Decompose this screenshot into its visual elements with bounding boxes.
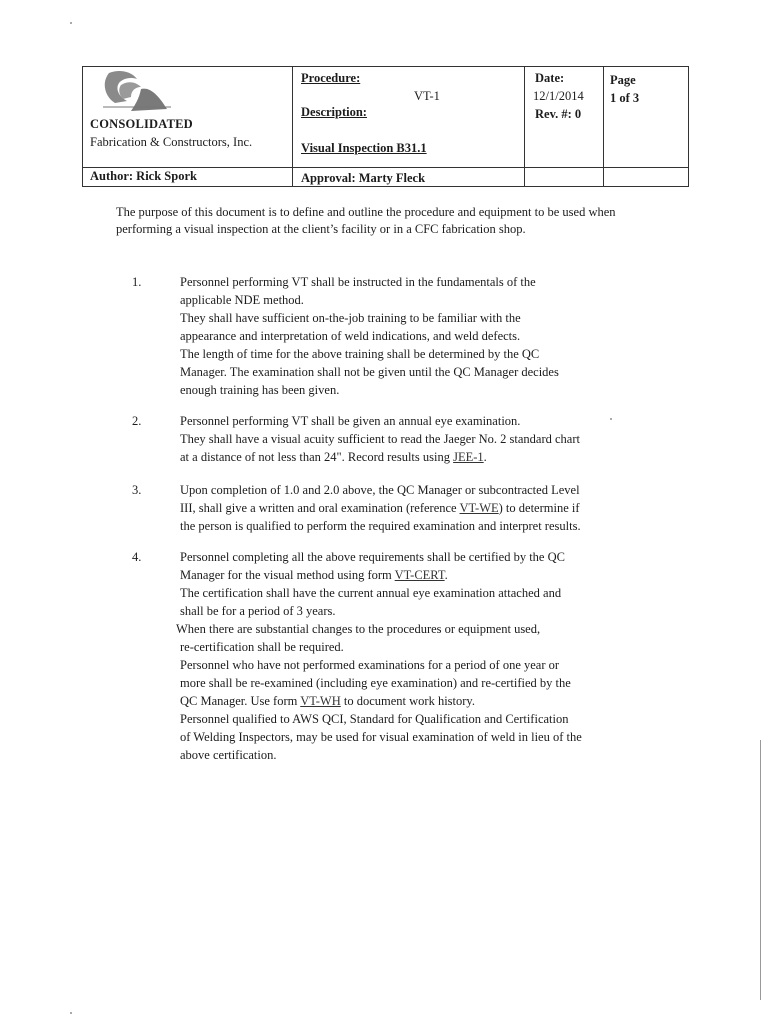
date-label: Date: bbox=[535, 71, 565, 85]
company-name: CONSOLIDATED bbox=[90, 117, 193, 131]
company-subtitle: Fabrication & Constructors, Inc. bbox=[90, 135, 253, 149]
date-value: 12/1/2014 bbox=[533, 89, 584, 103]
item-number: 2. bbox=[132, 414, 142, 428]
scan-speck bbox=[70, 1012, 72, 1014]
item-line: They shall have sufficient on-the-job training to be familiar with the bbox=[180, 311, 521, 325]
item-line: When there are substantial changes to the procedures or equipment used, bbox=[176, 622, 541, 636]
intro-paragraph: The purpose of this document is to define and outline the procedure and equipment to be used when performing a visual inspection at the client’s facility or in a CFC fabrication shop. bbox=[116, 205, 616, 236]
item-line: the person is qualified to perform the required examination and interpret results. bbox=[180, 519, 581, 533]
item-line: of Welding Inspectors, may be used for visual examination of weld in lieu of the bbox=[180, 730, 582, 744]
vt-wh-link[interactable]: VT-WH bbox=[300, 694, 341, 708]
description-label: Description: bbox=[301, 105, 367, 119]
scan-speck bbox=[70, 22, 72, 24]
item-line: QC Manager. Use form VT-WH to document work history. bbox=[180, 694, 475, 708]
revision-number: Rev. #: 0 bbox=[535, 107, 582, 121]
scan-speck bbox=[610, 418, 612, 420]
item-line: appearance and interpretation of weld indications, and weld defects. bbox=[180, 329, 521, 343]
item-line: Personnel performing VT shall be instructed in the fundamentals of the bbox=[180, 275, 536, 289]
item-line: The length of time for the above training shall be determined by the QC bbox=[180, 347, 540, 361]
header-table bbox=[82, 66, 689, 187]
procedure-value: VT-1 bbox=[414, 89, 440, 103]
item-line: Manager for the visual method using form VT-CERT. bbox=[180, 568, 448, 582]
vt-we-link[interactable]: VT-WE bbox=[459, 501, 499, 515]
item-line: applicable NDE method. bbox=[180, 293, 304, 307]
company-block bbox=[90, 115, 252, 151]
item-line: enough training has been given. bbox=[180, 383, 340, 397]
item-line: Personnel who have not performed examinations for a period of one year or bbox=[180, 658, 560, 672]
item-line: Upon completion of 1.0 and 2.0 above, the QC Manager or subcontracted Level bbox=[180, 483, 580, 497]
description-value: Visual Inspection B31.1 bbox=[301, 141, 427, 155]
item-line: Personnel completing all the above requirements shall be certified by the QC bbox=[180, 550, 565, 564]
item-line: more shall be re-examined (including eye examination) and re-certified by the bbox=[180, 676, 571, 690]
item-line: III, shall give a written and oral examination (reference VT-WE) to determine if bbox=[180, 501, 580, 515]
approval: Approval: Marty Fleck bbox=[301, 171, 426, 185]
vt-cert-link[interactable]: VT-CERT bbox=[394, 568, 445, 582]
author: Author: Rick Spork bbox=[90, 169, 197, 183]
item-line: Manager. The examination shall not be given until the QC Manager decides bbox=[180, 365, 559, 379]
item-number: 3. bbox=[132, 483, 142, 497]
item-number: 1. bbox=[132, 275, 142, 289]
page-value: 1 of 3 bbox=[610, 91, 640, 105]
consolidated-logo bbox=[101, 69, 173, 115]
item-line: re-certification shall be required. bbox=[180, 640, 344, 654]
scan-edge-line bbox=[760, 740, 761, 1000]
item-line: They shall have a visual acuity sufficient to read the Jaeger No. 2 standard chart bbox=[180, 432, 580, 446]
jee-1-link[interactable]: JEE-1 bbox=[453, 450, 484, 464]
item-line: above certification. bbox=[180, 748, 277, 762]
item-line: The certification shall have the current annual eye examination attached and bbox=[180, 586, 562, 600]
item-line: Personnel performing VT shall be given an annual eye examination. bbox=[180, 414, 521, 428]
item-line: Personnel qualified to AWS QCI, Standard for Qualification and Certification bbox=[180, 712, 569, 726]
item-line: at a distance of not less than 24". Record results using JEE-1. bbox=[180, 450, 487, 464]
page-label: Page bbox=[610, 73, 636, 87]
procedure-label: Procedure: bbox=[301, 71, 361, 85]
item-line: shall be for a period of 3 years. bbox=[180, 604, 336, 618]
item-number: 4. bbox=[132, 550, 142, 564]
